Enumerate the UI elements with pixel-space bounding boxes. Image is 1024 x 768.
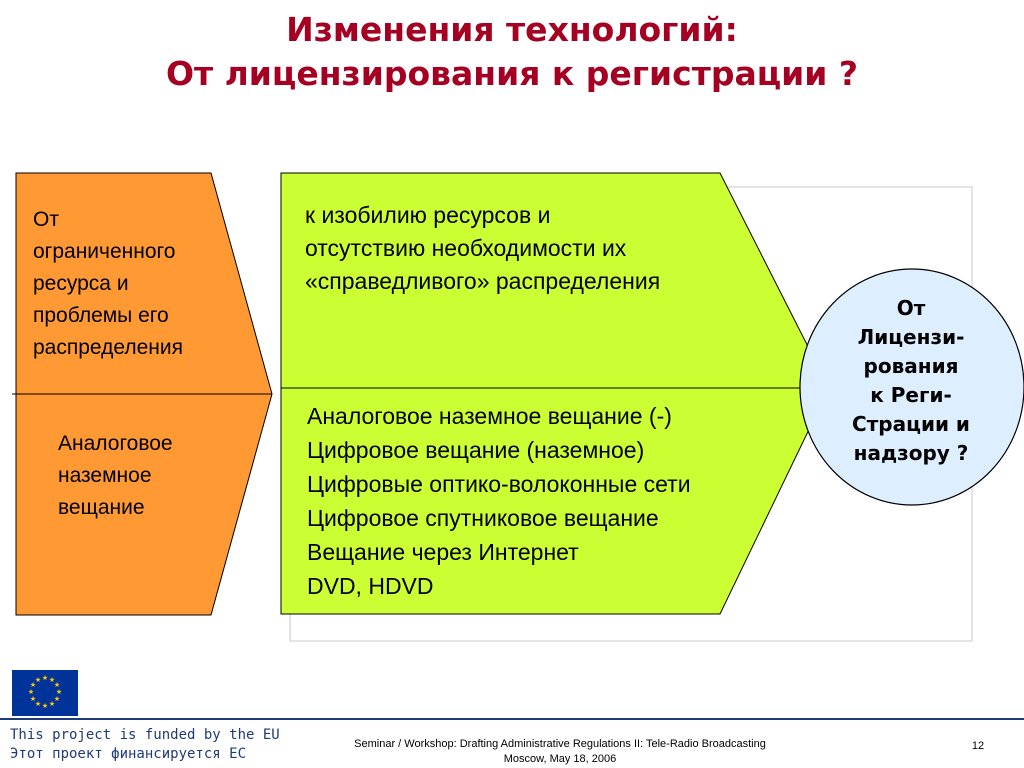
circle-line: Страции и (852, 412, 970, 436)
circle-line: к Реги- (870, 383, 952, 407)
left-top-line: ресурса и (33, 272, 129, 295)
left-top-line: распределения (33, 336, 183, 359)
middle-bottom-item: Цифровые оптико-волоконные сети (307, 471, 691, 497)
funded-en: This project is funded by the EU (10, 727, 280, 743)
svg-text:★: ★ (53, 681, 61, 689)
seminar-line-2: Moscow, May 18, 2006 (503, 753, 617, 765)
svg-text:★: ★ (48, 676, 56, 684)
svg-text:★: ★ (27, 688, 35, 696)
eu-flag-logo (12, 670, 78, 716)
svg-text:★: ★ (34, 700, 42, 708)
seminar-caption (300, 737, 820, 767)
middle-bottom-list (307, 399, 787, 603)
svg-text:★: ★ (48, 700, 56, 708)
circle-text (812, 294, 1010, 468)
title-line-1: Изменения технологий: (286, 10, 738, 49)
middle-top-line: «справедливого» распределения (305, 268, 661, 294)
left-bottom-line: вещание (58, 496, 145, 519)
circle-line: Лицензи- (857, 325, 965, 349)
middle-bottom-item: DVD, HDVD (307, 573, 434, 599)
eu-stars-icon (12, 670, 78, 716)
svg-text:★: ★ (41, 702, 49, 710)
middle-top-line: отсутствию необходимости их (305, 235, 627, 261)
svg-text:★: ★ (29, 695, 37, 703)
footer-divider (0, 718, 1024, 720)
middle-bottom-item: Цифровое вещание (наземное) (307, 437, 645, 463)
circle-line: рования (863, 354, 959, 378)
left-top-line: ограниченного (33, 240, 176, 263)
funding-note (10, 726, 280, 764)
middle-bottom-item: Цифровое спутниковое вещание (307, 505, 659, 531)
svg-text:★: ★ (29, 681, 37, 689)
circle-line: От (896, 296, 926, 320)
middle-top-line: к изобилию ресурсов и (305, 202, 551, 228)
title-line-2: От лицензирования к регистрации ? (165, 54, 859, 93)
seminar-line-1: Seminar / Workshop: Drafting Administrative Regulations II: Tele-Radio Broadcasting (354, 738, 766, 750)
left-bottom-line: Аналоговое (58, 432, 173, 455)
page-number: 12 (971, 740, 985, 752)
svg-text:★: ★ (53, 695, 61, 703)
middle-top-text (305, 199, 745, 298)
left-bottom-text (58, 428, 173, 524)
svg-text:★: ★ (55, 688, 63, 696)
svg-text:★: ★ (41, 674, 49, 682)
middle-bottom-item: Вещание через Интернет (307, 539, 579, 565)
circle-line: надзору ? (853, 441, 969, 465)
svg-text:★: ★ (34, 676, 42, 684)
funded-ru: Этот проект финансируется ЕС (10, 746, 247, 762)
middle-bottom-item: Аналоговое наземное вещание (-) (307, 403, 672, 429)
left-bottom-line: наземное (58, 464, 152, 487)
left-top-line: От (33, 208, 59, 231)
left-top-text (33, 204, 183, 364)
left-top-line: проблемы его (33, 304, 169, 327)
